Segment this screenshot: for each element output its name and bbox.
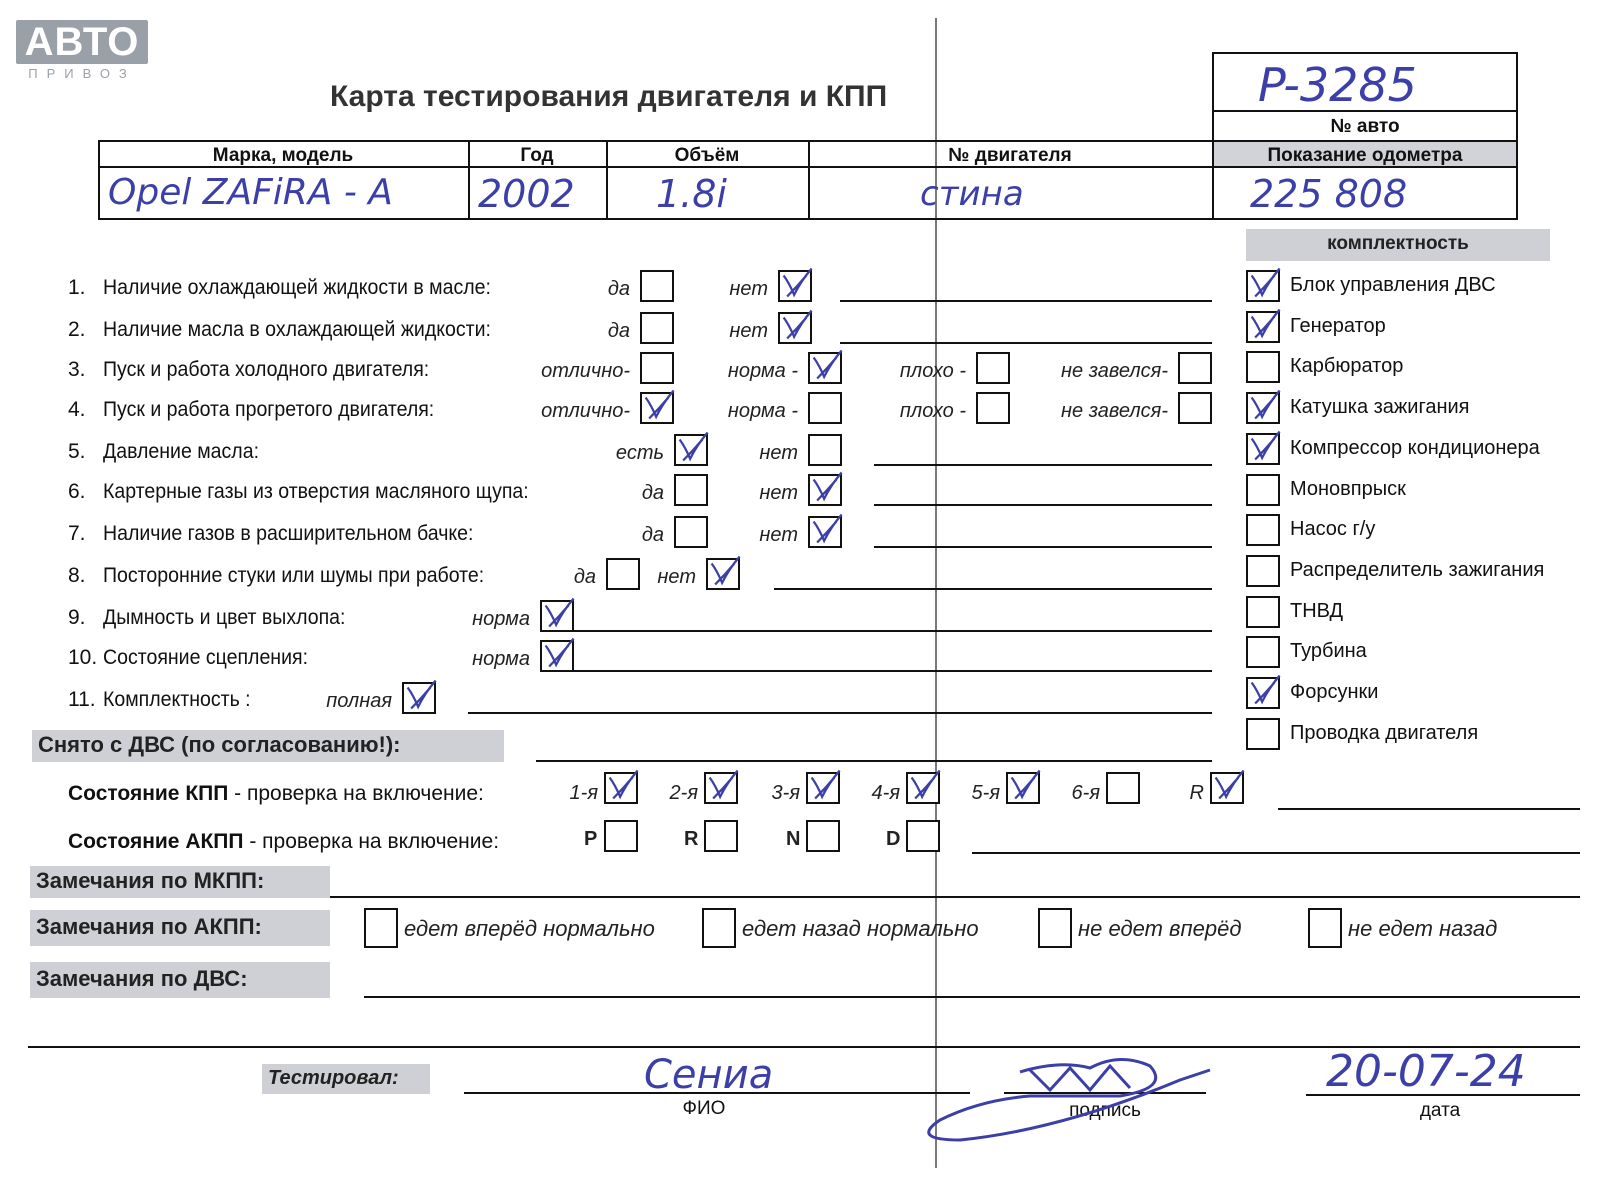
check-mark-icon	[1248, 313, 1278, 341]
remarks-dvs-band	[30, 962, 330, 998]
option-checkbox[interactable]	[674, 516, 708, 548]
check-mark-icon	[810, 518, 840, 546]
option-label: норма -	[727, 400, 798, 422]
brand-header: Марка, модель	[212, 145, 354, 166]
gear-label: 3-я	[771, 782, 800, 804]
mode-checkbox[interactable]	[806, 820, 840, 852]
gear-label: 1-я	[569, 782, 598, 804]
option-label: да	[573, 566, 596, 588]
option-label: есть	[615, 442, 664, 464]
akpp-remark-checkbox[interactable]	[1308, 908, 1342, 948]
date-value: 20-07-24	[1326, 1046, 1526, 1097]
check-mark-icon	[542, 602, 572, 630]
option-label: нет	[657, 566, 696, 588]
question-number: 11.	[68, 688, 96, 711]
akpp-remark-label: едет назад нормально	[742, 916, 979, 941]
completeness-checkbox[interactable]	[1246, 270, 1280, 302]
option-checkbox[interactable]	[976, 392, 1010, 424]
brand-value: Opel ZAFiRA - A	[108, 172, 393, 213]
gear-checkbox[interactable]	[906, 772, 940, 804]
answer-line	[874, 504, 1212, 506]
page-title: Карта тестирования двигателя и КПП	[330, 80, 888, 113]
check-mark-icon	[542, 642, 572, 670]
option-label: да	[641, 482, 664, 504]
completeness-item-label: Моновпрыск	[1290, 477, 1406, 500]
question-text: Наличие охлаждающей жидкости в масле:	[103, 276, 491, 299]
tested-label: Тестировал:	[268, 1067, 399, 1089]
signature-caption: подпись	[1069, 1100, 1141, 1121]
option-label: нет	[759, 442, 798, 464]
option-label: нет	[759, 482, 798, 504]
check-mark-icon	[706, 774, 736, 802]
kpp-label-bold: Состояние КПП	[68, 782, 229, 805]
check-mark-icon	[1008, 774, 1038, 802]
volume-header: Объём	[674, 145, 740, 166]
kpp-label-rest: - проверка на включение:	[228, 782, 484, 805]
check-mark-icon	[1248, 394, 1278, 422]
gear-label: 6-я	[1071, 782, 1100, 804]
option-checkbox[interactable]	[640, 352, 674, 384]
option-checkbox[interactable]	[674, 474, 708, 506]
option-checkbox[interactable]	[402, 682, 436, 714]
gear-label: R	[1189, 782, 1204, 804]
option-checkbox[interactable]	[540, 600, 574, 632]
completeness-title-band	[1246, 229, 1550, 261]
removed-band	[32, 730, 504, 762]
completeness-checkbox[interactable]	[1246, 718, 1280, 750]
volume-value: 1.8i	[656, 172, 727, 216]
completeness-item-label: Катушка зажигания	[1290, 396, 1470, 419]
option-checkbox[interactable]	[606, 558, 640, 590]
option-checkbox[interactable]	[640, 392, 674, 424]
answer-line	[468, 712, 1212, 714]
check-mark-icon	[780, 314, 810, 342]
completeness-checkbox[interactable]	[1246, 596, 1280, 628]
mode-checkbox[interactable]	[704, 820, 738, 852]
completeness-checkbox[interactable]	[1246, 392, 1280, 424]
engine-number-header: № двигателя	[948, 145, 1072, 166]
check-mark-icon	[808, 774, 838, 802]
gear-label: 5-я	[971, 782, 1000, 804]
option-label: не завелся-	[1061, 400, 1168, 422]
option-checkbox[interactable]	[640, 270, 674, 302]
completeness-item-label: Карбюратор	[1290, 355, 1404, 378]
gear-checkbox[interactable]	[704, 772, 738, 804]
kpp-label	[68, 782, 484, 806]
option-label: да	[607, 320, 630, 342]
question-number: 4.	[68, 398, 86, 421]
option-label: плохо -	[899, 360, 966, 382]
question-text: Посторонние стуки или шумы при работе:	[103, 564, 485, 587]
car-number-header: № авто	[1330, 116, 1400, 137]
akpp-label-rest: - проверка на включение:	[243, 830, 500, 853]
question-text: Наличие газов в расширительном бачке:	[103, 522, 474, 545]
option-label: норма -	[727, 360, 798, 382]
option-label: не завелся-	[1061, 360, 1168, 382]
option-label: нет	[759, 524, 798, 546]
completeness-item-label: Турбина	[1290, 640, 1367, 663]
engine-number-value: стина	[920, 174, 1024, 214]
gear-checkbox[interactable]	[1106, 772, 1140, 804]
remarks-dvs-label: Замечания по ДВС:	[36, 966, 248, 991]
option-checkbox[interactable]	[640, 312, 674, 344]
remarks-mkpp-label: Замечания по МКПП:	[36, 868, 265, 893]
option-label: норма	[472, 608, 530, 630]
mode-label: N	[786, 828, 801, 850]
check-mark-icon	[1212, 774, 1242, 802]
completeness-title: комплектность	[1327, 233, 1469, 254]
option-checkbox[interactable]	[1178, 352, 1212, 384]
option-checkbox[interactable]	[808, 352, 842, 384]
fio-caption: ФИО	[682, 1098, 726, 1119]
question-number: 3.	[68, 358, 86, 381]
question-text: Дымность и цвет выхлопа:	[103, 606, 346, 629]
kpp-line	[1278, 808, 1580, 810]
option-label: отлично-	[541, 360, 630, 382]
completeness-item-label: Распределитель зажигания	[1290, 558, 1545, 581]
gear-label: 2-я	[669, 782, 698, 804]
removed-label: Снято с ДВС (по согласованию!):	[38, 732, 401, 757]
check-mark-icon	[606, 774, 636, 802]
answer-line	[574, 630, 1212, 632]
check-mark-icon	[1248, 435, 1278, 463]
akpp-remark-checkbox[interactable]	[364, 908, 398, 948]
completeness-checkbox[interactable]	[1246, 433, 1280, 465]
akpp-remark-checkbox[interactable]	[1038, 908, 1072, 948]
remarks-mkpp-line	[330, 896, 1580, 898]
question-text: Пуск и работа холодного двигателя:	[103, 358, 430, 381]
option-label: плохо -	[899, 400, 966, 422]
tested-band	[262, 1064, 430, 1094]
check-mark-icon	[1248, 272, 1278, 300]
date-caption: дата	[1419, 1100, 1461, 1121]
completeness-item-label: Проводка двигателя	[1290, 721, 1479, 744]
removed-line	[536, 760, 1212, 762]
answer-line	[840, 300, 1212, 302]
option-checkbox[interactable]	[808, 474, 842, 506]
answer-line	[774, 588, 1212, 590]
gear-checkbox[interactable]	[1006, 772, 1040, 804]
question-number: 1.	[68, 276, 86, 299]
mode-checkbox[interactable]	[906, 820, 940, 852]
completeness-item-label: ТНВД	[1290, 599, 1344, 622]
akpp-label	[68, 830, 499, 854]
option-label: полная	[326, 690, 392, 712]
signature-scribble	[920, 1040, 1220, 1150]
question-number: 9.	[68, 606, 86, 629]
odometer-header: Показание одометра	[1267, 145, 1463, 166]
completeness-checkbox[interactable]	[1246, 555, 1280, 587]
completeness-item-label: Насос г/у	[1290, 518, 1376, 541]
option-checkbox[interactable]	[808, 392, 842, 424]
check-mark-icon	[676, 436, 706, 464]
question-text: Наличие масла в охлаждающей жидкости:	[103, 318, 491, 341]
option-label: нет	[729, 278, 768, 300]
check-mark-icon	[810, 476, 840, 504]
option-checkbox[interactable]	[808, 434, 842, 466]
mode-label: P	[584, 828, 598, 850]
option-checkbox[interactable]	[674, 434, 708, 466]
question-number: 2.	[68, 318, 86, 341]
gear-checkbox[interactable]	[604, 772, 638, 804]
akpp-remark-checkbox[interactable]	[702, 908, 736, 948]
check-mark-icon	[1248, 679, 1278, 707]
gear-checkbox[interactable]	[1210, 772, 1244, 804]
option-checkbox[interactable]	[976, 352, 1010, 384]
option-checkbox[interactable]	[1178, 392, 1212, 424]
remarks-mkpp-band	[30, 866, 330, 898]
question-number: 5.	[68, 440, 86, 463]
option-checkbox[interactable]	[706, 558, 740, 590]
odometer-value: 225 808	[1250, 172, 1408, 216]
akpp-remark-label: не едет вперёд	[1078, 916, 1242, 941]
akpp-line	[972, 852, 1580, 854]
completeness-checkbox[interactable]	[1246, 677, 1280, 709]
option-checkbox[interactable]	[778, 312, 812, 344]
option-label: отлично-	[541, 400, 630, 422]
logo-subtext: ПРИВОЗ	[28, 66, 136, 81]
gear-checkbox[interactable]	[806, 772, 840, 804]
avto-privoz-logo	[16, 20, 148, 64]
remarks-akpp-band	[30, 910, 330, 946]
question-number: 10.	[68, 646, 98, 669]
completeness-item-label: Генератор	[1290, 314, 1386, 337]
option-label: норма	[472, 648, 530, 670]
answer-line	[840, 342, 1212, 344]
completeness-checkbox[interactable]	[1246, 636, 1280, 668]
option-checkbox[interactable]	[808, 516, 842, 548]
check-mark-icon	[908, 774, 938, 802]
year-value: 2002	[478, 172, 575, 216]
akpp-remark-label: едет вперёд нормально	[404, 916, 655, 941]
check-mark-icon	[780, 272, 810, 300]
option-label: да	[641, 524, 664, 546]
check-mark-icon	[404, 684, 434, 712]
question-text: Давление масла:	[103, 440, 259, 463]
option-label: нет	[729, 320, 768, 342]
option-label: да	[607, 278, 630, 300]
remarks-akpp-label: Замечания по АКПП:	[36, 914, 262, 939]
mode-checkbox[interactable]	[604, 820, 638, 852]
completeness-checkbox[interactable]	[1246, 474, 1280, 506]
year-header: Год	[520, 145, 554, 166]
gear-label: 4-я	[871, 782, 900, 804]
question-text: Состояние сцепления:	[103, 646, 309, 669]
option-checkbox[interactable]	[540, 640, 574, 672]
option-checkbox[interactable]	[778, 270, 812, 302]
question-text: Комплектность :	[103, 688, 251, 711]
akpp-remark-label: не едет назад	[1348, 916, 1498, 941]
completeness-item-label: Блок управления ДВС	[1290, 274, 1496, 296]
completeness-checkbox[interactable]	[1246, 514, 1280, 546]
akpp-label-bold: Состояние АКПП	[68, 830, 244, 853]
car-number-value: P-3285	[1258, 58, 1417, 112]
question-number: 8.	[68, 564, 86, 587]
question-text: Картерные газы из отверстия масляного щупа:	[103, 480, 529, 503]
remarks-dvs-line	[364, 996, 1580, 998]
question-text: Пуск и работа прогретого двигателя:	[103, 398, 435, 421]
mode-label: R	[684, 828, 699, 850]
question-number: 7.	[68, 522, 86, 545]
completeness-checkbox[interactable]	[1246, 311, 1280, 343]
logo-text: АВТО	[24, 20, 140, 64]
check-mark-icon	[642, 394, 672, 422]
completeness-item-label: Форсунки	[1290, 681, 1379, 703]
completeness-item-label: Компрессор кондиционера	[1290, 436, 1540, 459]
question-number: 6.	[68, 480, 86, 503]
answer-line	[874, 546, 1212, 548]
fio-value: Сениа	[644, 1052, 774, 1098]
check-mark-icon	[708, 560, 738, 588]
mode-label: D	[886, 828, 901, 850]
completeness-checkbox[interactable]	[1246, 351, 1280, 383]
answer-line	[574, 670, 1212, 672]
check-mark-icon	[810, 354, 840, 382]
answer-line	[874, 464, 1212, 466]
